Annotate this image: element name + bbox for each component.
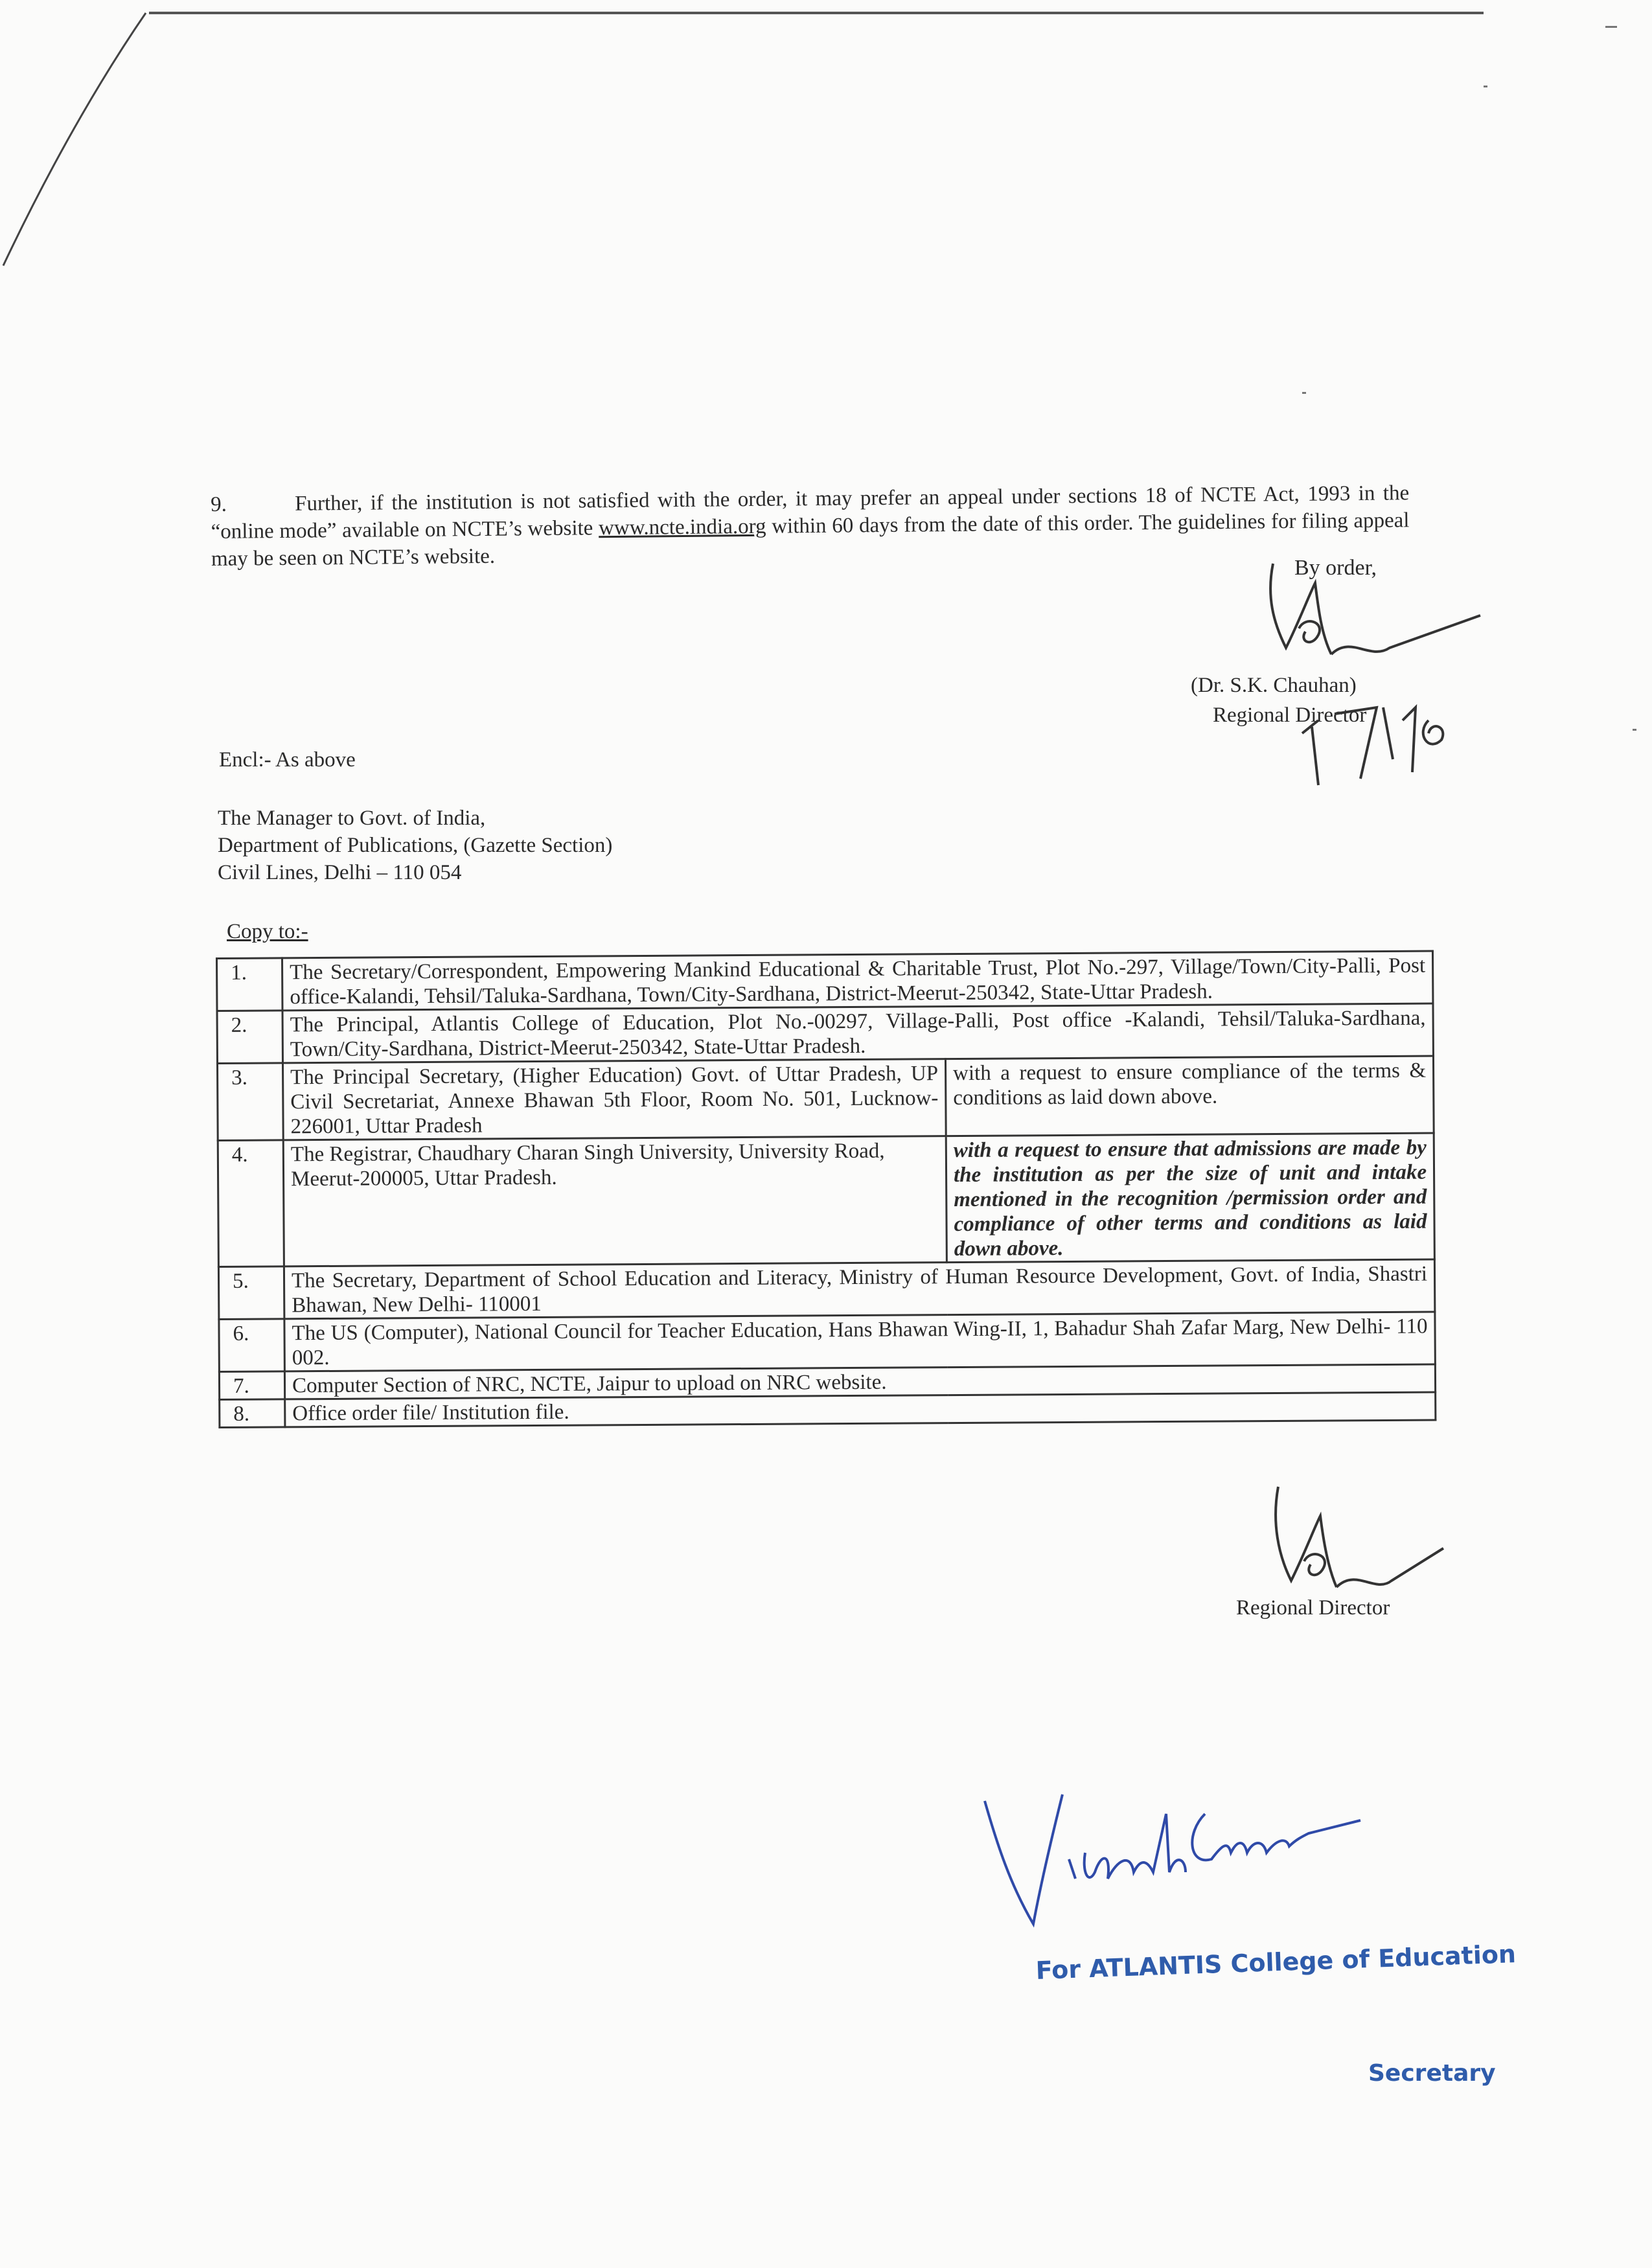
scan-speck [1633,729,1636,731]
row-number: 4. [218,1140,284,1267]
institution-stamp-title: Secretary [1368,2060,1496,2087]
row-number: 6. [219,1319,284,1372]
paragraph-9 [211,479,1410,573]
addressee-line: Civil Lines, Delhi – 110 054 [218,861,462,884]
recipient-text: The Secretary, Department of School Education and Literacy, Ministry of Human Resource Development, Govt. of India, Shastri Bhawan, New Delhi- 110001 [284,1259,1434,1319]
addressee-line: The Manager to Govt. of India, [218,807,486,830]
row-number: 1. [217,958,282,1011]
ncte-website-link[interactable]: www.ncte.india.org [598,514,766,540]
paragraph-text-2: within 60 days from the date of this order. The guidelines for filing appeal may be seen on NCTE’s website. [211,509,1410,571]
regional-director-signature-2 [1268,1483,1450,1613]
scan-speck [1605,26,1617,28]
recipient-text: The Secretary/Correspondent, Empowering Mankind Educational & Charitable Trust, Plot No.-297, Village/Town/City-Palli, Post office-Kalandi, Tehsil/Taluka-Sardhana, Town/City-Sardhana, District-Meerut-250342, State-Uttar Pradesh. [282,951,1433,1011]
table-row [217,951,1433,1011]
table-row [218,1133,1434,1266]
recipient-text: The Principal, Atlantis College of Education, Plot No.-00297, Village-Palli, Post office -Kalandi, Tehsil/Taluka-Sardhana, Town/City-Sardhana, District-Meerut-250342, State-Uttar Pradesh. [282,1003,1433,1063]
table-row [218,1259,1434,1319]
bottom-designation: Regional Director [1236,1596,1390,1620]
recipient-note: with a request to ensure compliance of the terms & conditions as laid down above. [945,1056,1434,1136]
institution-stamp-line: For ATLANTIS College of Education [1035,1940,1517,1985]
by-order-label: By order, [1294,556,1377,580]
copy-to-table [216,950,1436,1428]
row-number: 8. [220,1399,285,1428]
recipient-text: The Principal Secretary, (Higher Education) Govt. of Uttar Pradesh, UP Civil Secretariat, Annexe Bhawan 5th Floor, Room No. 501, Lucknow-226001, Uttar Pradesh [282,1059,946,1140]
recipient-text: Office order file/ Institution file. [285,1392,1436,1427]
copy-to-label: Copy to:- [227,920,308,943]
table-row [219,1312,1435,1371]
row-number: 3. [217,1063,283,1141]
scan-top-edge-line [149,12,1484,14]
recipient-text: The Registrar, Chaudhary Charan Singh University, University Road, Meerut-200005, Uttar Pradesh. [283,1136,946,1266]
signatory-name: (Dr. S.K. Chauhan) [1191,674,1357,697]
row-number: 7. [219,1371,284,1400]
regional-director-signature [1260,557,1487,687]
table-row [217,1003,1433,1063]
table-row [217,1056,1434,1140]
recipient-text: Computer Section of NRC, NCTE, Jaipur to upload on NRC website. [284,1364,1435,1399]
recipient-note: with a request to ensure that admissions are made by the institution as per the size of unit and intake mentioned in the recognition /permission order and compliance of other terms and conditions as laid down above. [946,1133,1434,1263]
handwritten-signature-blue [972,1775,1373,1943]
handwritten-date [1299,682,1454,798]
recipient-text: The US (Computer), National Council for Teacher Education, Hans Bhawan Wing-II, 1, Bahadur Shah Zafar Marg, New Delhi- 110 002. [284,1312,1435,1371]
paragraph-number: 9. [211,492,227,516]
scan-speck [1484,86,1487,87]
addressee-block [218,805,612,886]
scan-fold-mark [0,0,168,272]
addressee-line: Department of Publications, (Gazette Section) [218,834,613,857]
paragraph-text-1: Further, if the institution is not satisfied with the order, it may prefer an appeal under sections 18 of NCTE Act, 1993 in the “online mode” available on NCTE’s website [211,481,1410,544]
scan-speck [1302,392,1306,394]
enclosure-note: Encl:- As above [219,748,356,772]
signatory-designation: Regional Director [1213,704,1367,727]
row-number: 5. [218,1266,284,1320]
row-number: 2. [217,1011,282,1064]
